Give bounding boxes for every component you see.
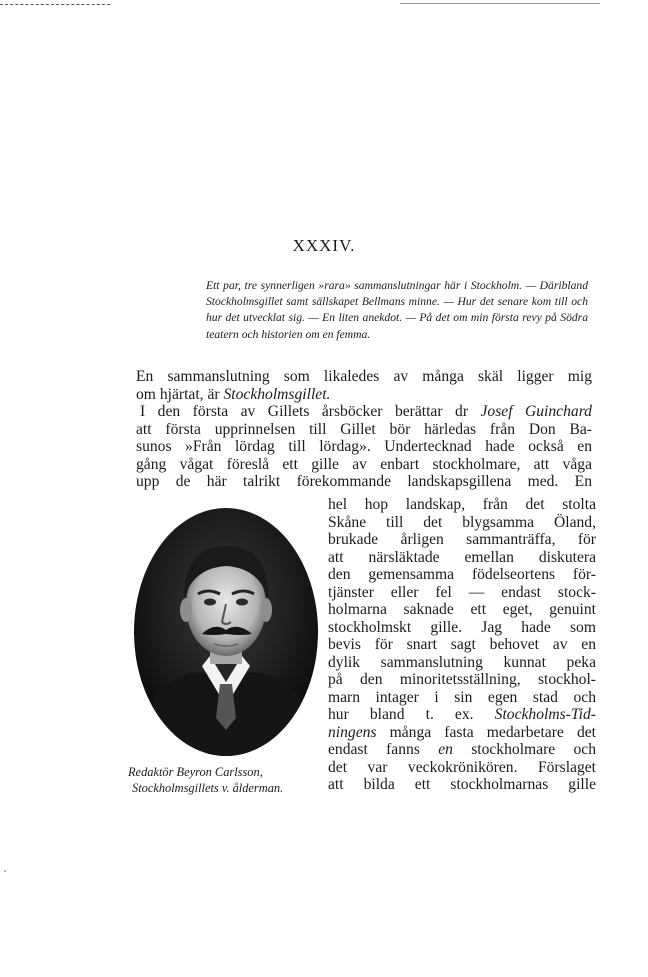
column-line (328, 741, 596, 759)
margin-speck (4, 870, 6, 872)
body-line-emphasis: Josef Guinchard (480, 403, 592, 420)
body-line-text: gång vågat föreslå ett gille av enbart stockholmare, att våga (136, 455, 592, 473)
chapter-summary: Ett par, tre synnerligen »rara» sammanslutningar här i Stockholm. — Däribland Stockholmsgillet samt sällskapet Bellmans minne. — Hur det senare kom till och hur det utvecklat sig. — En liten anekdot. — På det om min första revy på Södra teatern och historien om en femma. (206, 279, 588, 341)
column-line (328, 619, 596, 637)
column-line-text: hel hop landskap, från det stolta (328, 496, 596, 513)
column-line-text: dylik sammanslutning kunnat peka (328, 653, 596, 671)
body-line (136, 438, 592, 456)
column-line (328, 514, 596, 532)
column-line (328, 671, 596, 689)
column-line (328, 636, 596, 654)
column-line-text: den gemensamma födelseortens för- (328, 566, 596, 583)
body-line (136, 368, 592, 386)
column-line (328, 689, 596, 707)
body-line (136, 421, 592, 439)
body-line-text: att första upprinnelsen till Gillet bör härledas från Don Ba- (136, 420, 592, 438)
body-line-text: upp de här talrikt förekommande landskapsgillena med. En (136, 473, 592, 490)
body-line (136, 456, 592, 474)
body-line-text: om hjärtat, är (136, 385, 224, 403)
column-line-text: brukade årligen sammanträffa, för (328, 531, 596, 548)
column-line (328, 584, 596, 602)
column-line (328, 496, 596, 514)
column-line (328, 601, 596, 619)
chapter-title: XXXIV. (292, 236, 356, 255)
column-line-text: att närsläktade emellan diskutera (328, 548, 596, 566)
caption-line-2: Stockholmsgillets v. ålderman. (132, 781, 284, 795)
column-line-text: det var veckokrönikören. Förslaget (328, 758, 596, 776)
body-line-text: I den första av Gillets årsböcker berättar dr (140, 403, 481, 420)
column-line-emphasis: Stockholms-Tid- (494, 706, 596, 723)
column-line (328, 549, 596, 567)
body-line (136, 473, 592, 491)
body-line-text: En sammanslutning som likaledes av många skäl ligger mig (136, 368, 592, 385)
body-line-emphasis: Stockholmsgillet. (223, 385, 331, 403)
column-line-emphasis: ningens (328, 723, 377, 741)
column-line (328, 759, 596, 777)
body-text (136, 368, 592, 491)
column-line-text: på den minoritetsställning, stockhol- (328, 671, 596, 688)
body-text-column (328, 496, 596, 794)
column-line-text: marn intager i sin egen stad och (328, 688, 596, 706)
column-line-text: att bilda ett stockholmarnas gille (328, 776, 596, 793)
column-line-text: bevis för snart sagt behovet av en (328, 636, 596, 653)
column-line-text: stockholmskt gille. Jag hade som (328, 618, 596, 636)
column-line (328, 531, 596, 549)
column-line-text: många fasta medarbetare det (376, 723, 596, 741)
column-line-emphasis: en (438, 741, 453, 758)
column-line (328, 566, 596, 584)
caption-line-1: Redaktör Beyron Carlsson, (128, 765, 263, 779)
column-line (328, 776, 596, 794)
portrait-photo-icon (132, 506, 320, 758)
column-line (328, 654, 596, 672)
body-line-text: sunos »Från lördag till lördag». Undertecknad hade också en (136, 438, 592, 455)
column-line-text: endast fanns (328, 741, 439, 758)
portrait-caption (128, 764, 340, 796)
body-line (136, 386, 592, 404)
column-line-text: stockholmare och (452, 741, 596, 758)
column-line (328, 706, 596, 724)
column-line (328, 724, 596, 742)
body-line (136, 403, 592, 421)
page-edge-mark (0, 4, 110, 5)
column-line-text: Skåne till det blygsamma Öland, (328, 513, 596, 531)
page-edge-line (400, 3, 600, 4)
column-line-text: tjänster eller fel — endast stock- (328, 583, 596, 601)
column-line-text: holmarna saknade ett eget, genuint (328, 601, 596, 618)
column-line-text: hur bland t. ex. (328, 706, 495, 723)
